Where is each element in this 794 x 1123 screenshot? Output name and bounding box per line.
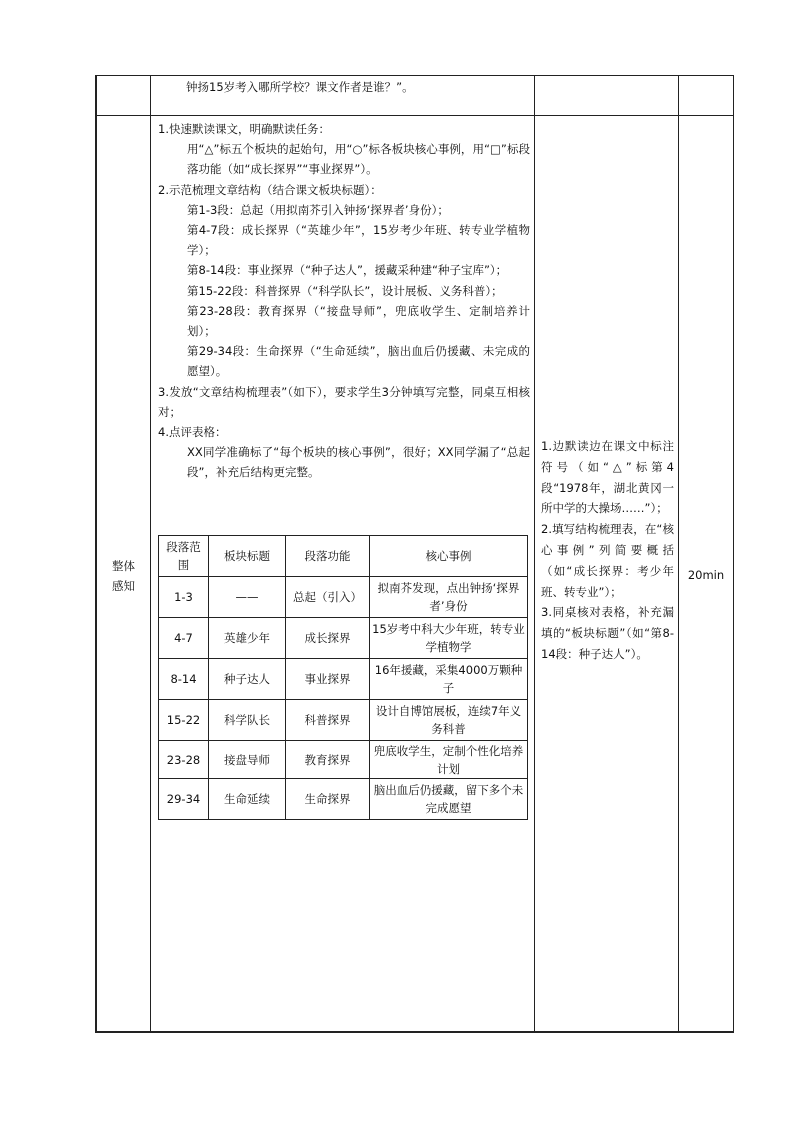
student-step-2: 2.填写结构梳理表，在“核心事例”列简要概括（如“成长探界：考少年班、转专业”）； — [541, 522, 674, 599]
table-cell: 科普探界 — [286, 700, 370, 741]
table-cell: 16年援藏，采集4000万颗种子 — [370, 659, 528, 700]
table-cell: 教育探界 — [286, 741, 370, 779]
table-cell: 15-22 — [159, 700, 209, 741]
teacher-comment: XX同学准确标了“每个板块的核心事例”，很好；XX同学漏了“总起段”，补充后结构更完整。 — [187, 445, 530, 480]
table-row — [159, 659, 528, 700]
table-cell: 英雄少年 — [209, 618, 286, 659]
table-cell: —— — [209, 577, 286, 618]
table-header-row — [159, 536, 528, 577]
table-cell: 4-7 — [159, 618, 209, 659]
table-top-border — [95, 75, 734, 76]
structure-table — [158, 535, 528, 820]
teacher-step-3: 3.发放“文章结构梳理表”（如下），要求学生3分钟填写完整，同桌互相核对； — [158, 384, 530, 419]
header-paragraph-range: 段落范围 — [159, 536, 209, 577]
table-row — [159, 741, 528, 779]
table-cell: 29-34 — [159, 779, 209, 820]
table-right-border — [733, 75, 734, 1033]
section-label-line1: 整体 — [112, 559, 135, 573]
table-cell: 总起（引入） — [286, 577, 370, 618]
table-cell: 兜底收学生，定制个性化培养计划 — [370, 741, 528, 779]
student-step-3: 3.同桌核对表格，补充漏填的“板块标题”（如“第8-14段：种子达人”）。 — [541, 605, 674, 661]
continued-question-text: 钟扬15岁考入哪所学校？课文作者是谁？”。 — [186, 80, 414, 94]
table-row — [159, 779, 528, 820]
teacher-step-1: 1.快速默读课文，明确默读任务： — [158, 122, 330, 136]
table-cell: 1-3 — [159, 577, 209, 618]
structure-item-6: 第29-34段：生命探界（“生命延续”，脑出血后仍援藏、未完成的愿望）。 — [187, 344, 530, 379]
table-cell: 拟南芥发现，点出钟扬‘探界者’身份 — [370, 577, 528, 618]
table-left-border — [95, 75, 97, 1033]
section-label — [96, 556, 151, 596]
structure-item-1: 第1-3段：总起（用拟南芥引入钟扬‘探界者’身份）； — [187, 202, 449, 217]
structure-item-4: 第15-22段：科普探界（“科学队长”，设计展板、义务科普）； — [187, 283, 503, 298]
student-step-1: 1.边默读边在课文中标注符号（如“△”标第4段“1978年，湖北黄冈一所中学的大操场……”）； — [541, 439, 674, 516]
table-cell: 脑出血后仍援藏，留下多个未完成愿望 — [370, 779, 528, 820]
teacher-step-1-detail: 用“△”标五个板块的起始句，用“○”标各板块核心事例，用“□”标段落功能（如“成长探界”“事业探界”）。 — [187, 142, 530, 177]
table-cell: 成长探界 — [286, 618, 370, 659]
table-cell: 15岁考中科大少年班，转专业学植物学 — [370, 618, 528, 659]
column-divider-3 — [678, 75, 679, 1033]
table-cell: 生命探界 — [286, 779, 370, 820]
table-cell: 23-28 — [159, 741, 209, 779]
table-row — [159, 700, 528, 741]
table-bottom-border — [95, 1031, 734, 1033]
header-paragraph-function: 段落功能 — [286, 536, 370, 577]
column-divider-1 — [150, 75, 151, 1033]
table-cell: 种子达人 — [209, 659, 286, 700]
teacher-step-2: 2.示范梳理文章结构（结合课文板块标题）： — [158, 182, 382, 197]
table-row — [159, 577, 528, 618]
student-activity — [541, 436, 674, 665]
table-cell: 接盘导师 — [209, 741, 286, 779]
table-cell: 8-14 — [159, 659, 209, 700]
table-cell: 设计自博馆展板，连续7年义务科普 — [370, 700, 528, 741]
teacher-activity — [158, 119, 530, 483]
table-cell: 事业探界 — [286, 659, 370, 700]
section-label-line2: 感知 — [112, 579, 135, 593]
structure-item-2: 第4-7段：成长探界（“英雄少年”，15岁考少年班、转专业学植物学）； — [187, 223, 530, 258]
header-core-example: 核心事例 — [370, 536, 528, 577]
column-divider-2 — [534, 75, 535, 1033]
row-divider — [95, 115, 734, 116]
header-section-title: 板块标题 — [209, 536, 286, 577]
table-cell: 生命延续 — [209, 779, 286, 820]
teacher-step-4: 4.点评表格： — [158, 425, 227, 440]
time-allocation: 20min — [687, 568, 725, 582]
table-row — [159, 618, 528, 659]
table-cell: 科学队长 — [209, 700, 286, 741]
structure-item-3: 第8-14段：事业探界（“种子达人”，援藏采种建“种子宝库”）； — [187, 263, 508, 278]
structure-item-5: 第23-28段：教育探界（“接盘导师”，兜底收学生、定制培养计划）； — [187, 303, 530, 339]
